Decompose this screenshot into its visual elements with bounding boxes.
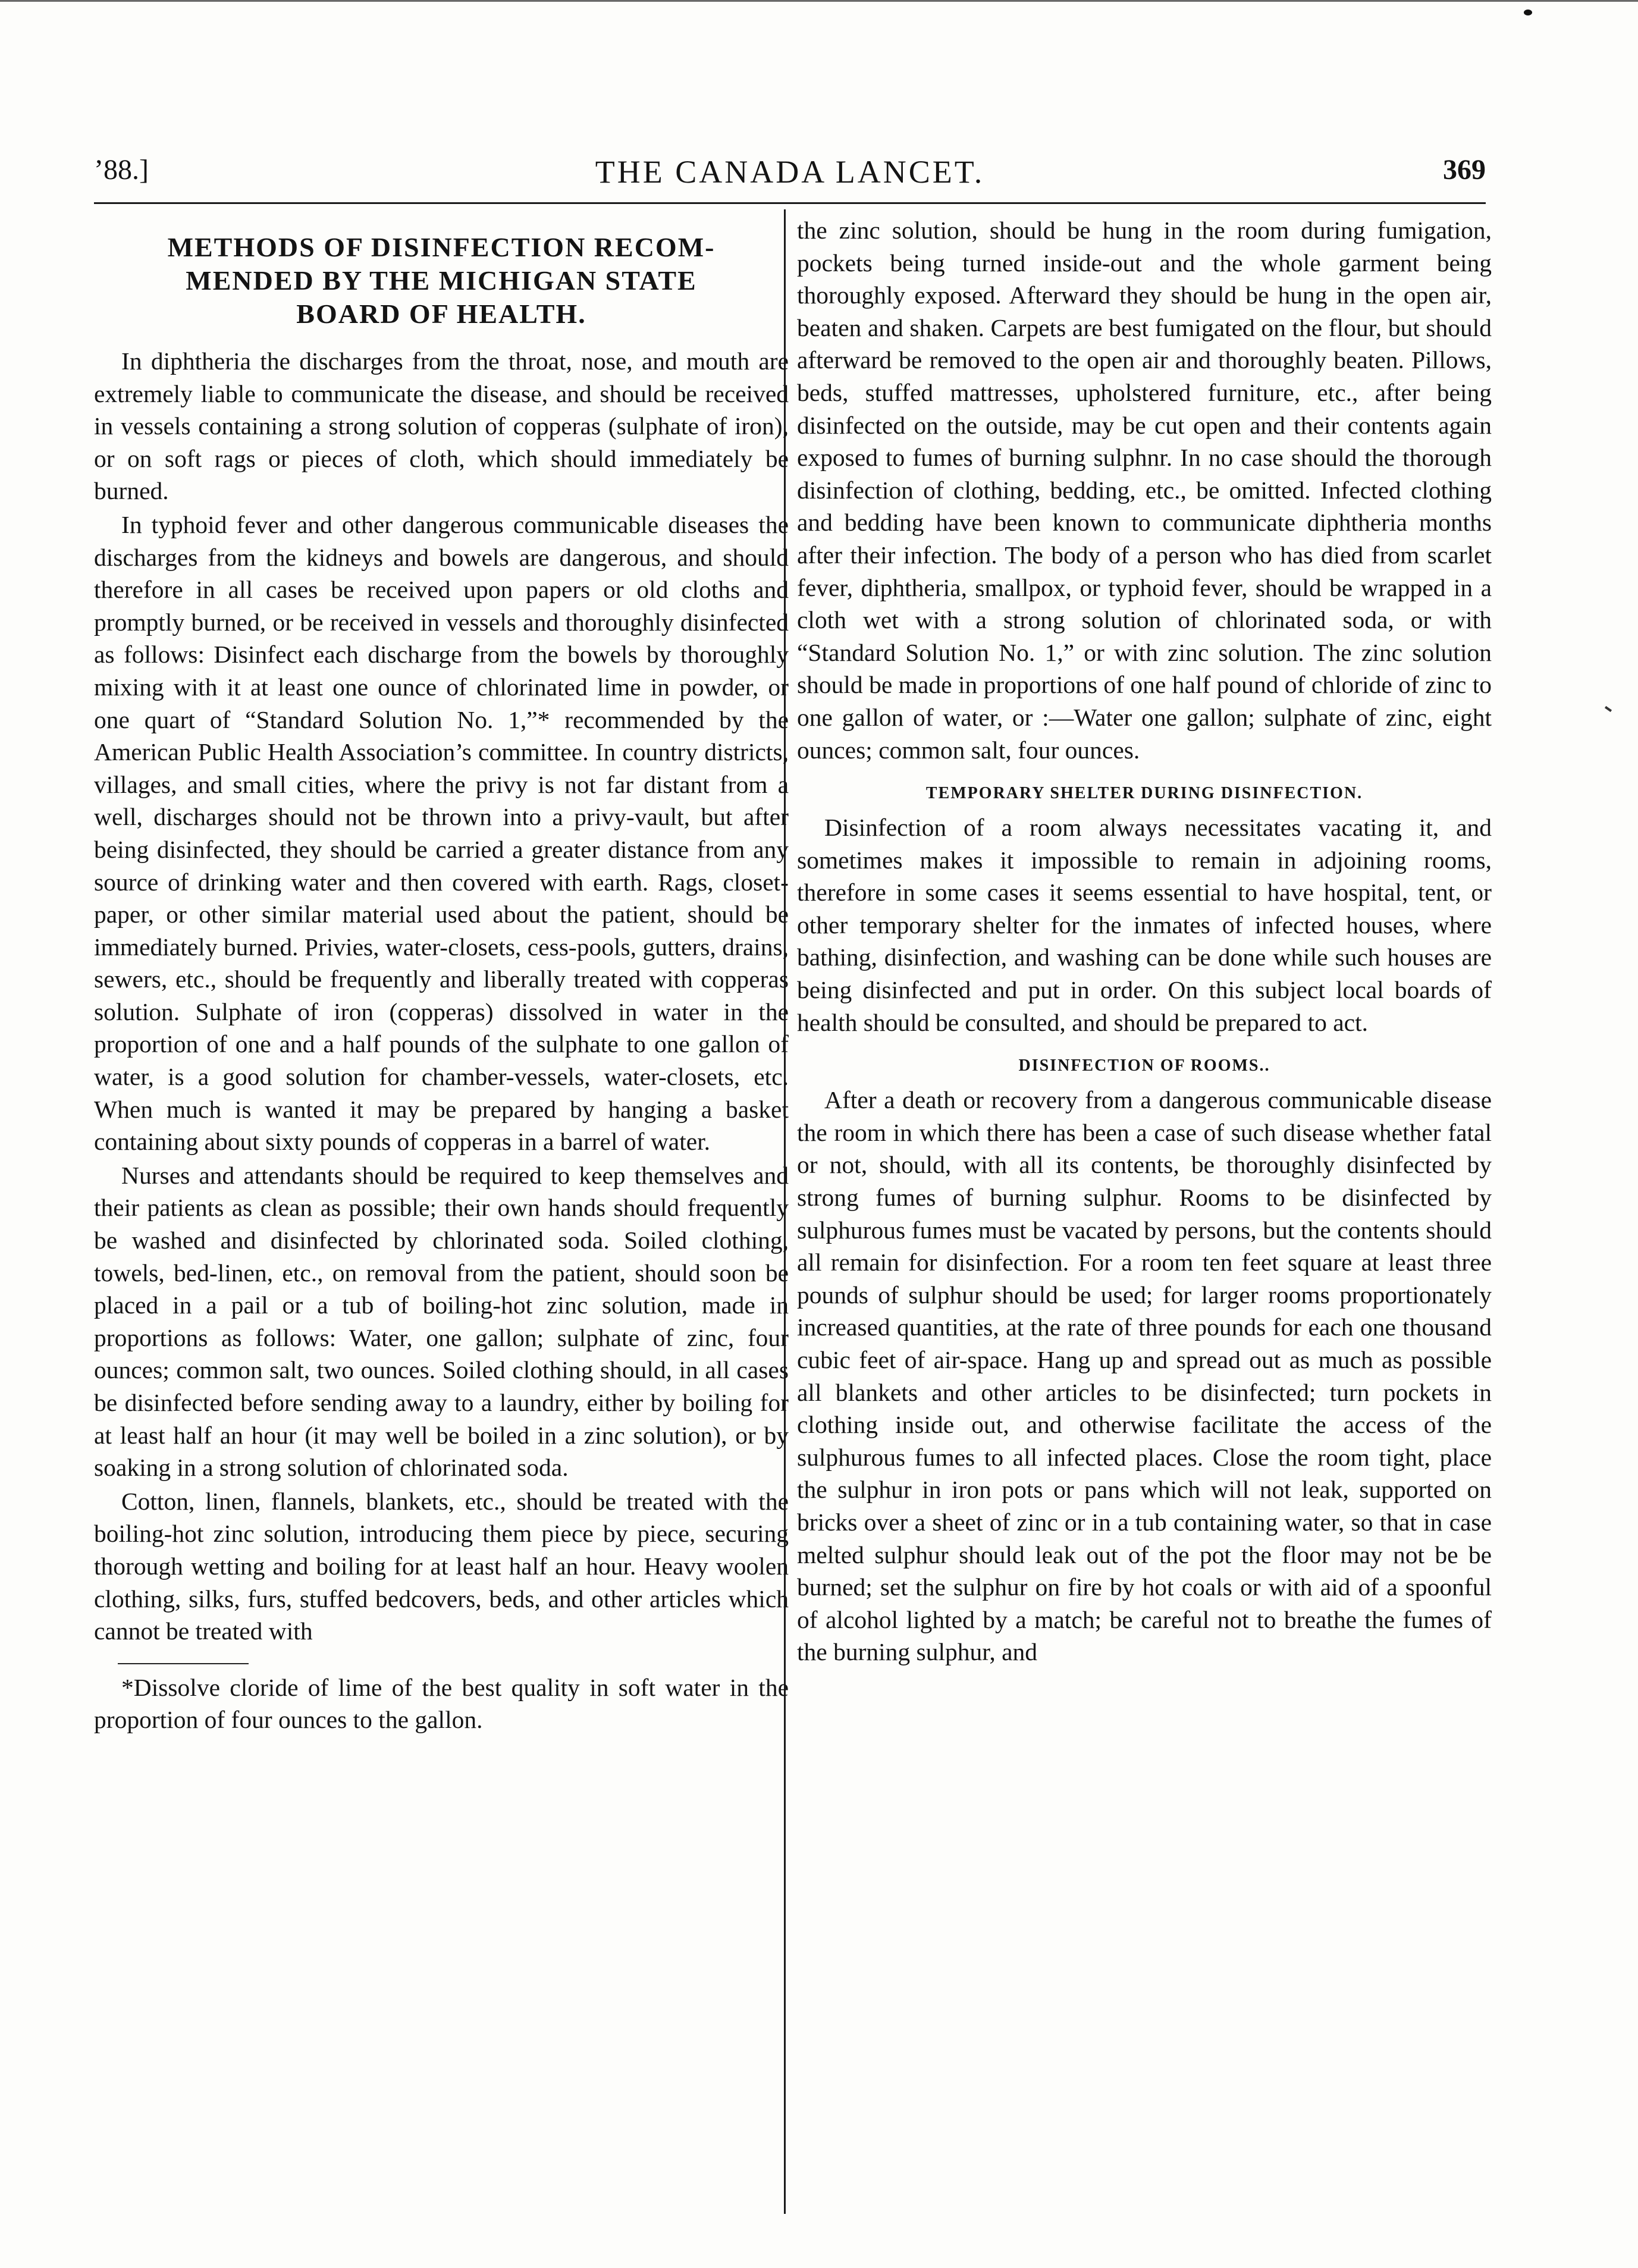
page-number: 369 bbox=[1443, 154, 1486, 186]
footnote: *Dissolve cloride of lime of the best quality in soft water in the proportion of four ounces to the gallon. bbox=[94, 1673, 789, 1734]
paragraph-shelter: Disinfection of a room always necessitates vacating it, and sometimes makes it impossible to remain in adjoining rooms, therefore in some cases it seems essential to have hospital, tent, or other temporary shelter for the inmates of infected houses, where bathing, disinfection, and washing can be done while such houses are being disinfected and put in order. On this subject local boards of health should be consulted, and should be prepared to act. bbox=[797, 814, 1492, 1036]
article-title-line: BOARD OF HEALTH. bbox=[296, 299, 586, 329]
paragraph-cotton: Cotton, linen, flannels, blankets, etc., should be treated with the boiling-hot zinc solution, introducing them piece by piece, securing thorough wetting and boiling for at least half an hour. Heavy woolen clothing, silks, furs, stuffed bedcovers, beds, and other articles which cannot be treated with bbox=[94, 1487, 789, 1645]
article-title-line: METHODS OF DISINFECTION RECOM- bbox=[167, 232, 716, 262]
ink-spot bbox=[1524, 10, 1532, 15]
footnote-rule bbox=[118, 1663, 249, 1664]
paragraph-diphtheria: In diphtheria the discharges from the throat, nose, and mouth are extremely liable to communicate the disease, and should be received in vessels containing a strong solution of copperas (sulphate of iron), or on soft rags or pieces of cloth, which should immediately be burned. bbox=[94, 347, 789, 505]
article-title-line: MENDED BY THE MICHIGAN STATE bbox=[186, 265, 697, 296]
section-heading-shelter: TEMPORARY SHELTER DURING DISINFECTION. bbox=[925, 784, 1363, 803]
header-rule bbox=[94, 202, 1486, 204]
running-header bbox=[94, 153, 1486, 201]
ink-spot bbox=[1605, 706, 1612, 712]
journal-title: THE CANADA LANCET. bbox=[595, 154, 985, 190]
paragraph-continuation: the zinc solution, should be hung in the room during fumigation, pockets being turned inside-out and the whole garment being thoroughly exposed. Afterward they should be hung in the open air, beaten and shaken. Carpets are best fumigated on the flour, but should afterward be removed to the open air and thoroughly beaten. Pillows, beds, stuffed mattresses, upholstered furniture, etc., after being disinfected on the outside, may be cut open and their contents again exposed to fumes of burning sulphnr. In no case should the thorough disinfection of clothing, bedding, etc., be omitted. Infected clothing and bedding have been known to communicate diphtheria months after their infection. The body of a person who has died from scarlet fever, diphtheria, smallpox, or typhoid fever, should be wrapped in a cloth wet with a strong solution of chlorinated soda, or with “Standard Solution No. 1,” or with zinc solution. The zinc solution should be made in proportions of one half pound of chloride of zinc to one gallon of water, or :—Water one gallon; sulphate of zinc, eight ounces; common salt, four ounces. bbox=[797, 217, 1492, 764]
article-title bbox=[94, 231, 789, 331]
scan-top-edge bbox=[0, 0, 1638, 2]
paragraph-nurses: Nurses and attendants should be required to keep themselves and their patients as clean as possible; their own hands should frequently be washed and disinfected by chlorinated soda. Soiled clothing, towels, bed-linen, etc., on removal from the patient, should soon be placed in a pail or a tub of boiling-hot zinc solution, made in proportions as follows: Water, one gallon; sulphate of zinc, four ounces; common salt, two ounces. Soiled clothing should, in all cases be disinfected before sending away to a laundry, either by boiling for at least half an hour (it may well be boiled in a zinc solution), or by soaking in a strong solution of chlorinated soda. bbox=[94, 1161, 789, 1482]
paragraph-rooms: After a death or recovery from a dangerous communicable disease the room in which there has been a case of such disease whether fatal or not, should, with all its contents, be thoroughly disinfected by strong fumes of burning sulphur. Rooms to be disinfected by sulphurous fumes must be vacated by persons, but the contents should all remain for disinfection. For a room ten feet square at least three pounds of sulphur should be used; for larger rooms proportionately increased quantities, at the rate of three pounds for each one thousand cubic feet of air-space. Hang up and spread out as much as possible all blankets and other articles to be disinfected; turn pockets in clothing inside out, and otherwise facilitate the access of the sulphurous fumes to all infected places. Close the room tight, place the sulphur in iron pots or pans which will not leak, supported on bricks over a sheet of zinc or in a tub containing water, so that in case melted sulphur should leak out of the pot the floor may not be be burned; set the sulphur on fire by hot coals or with aid of a spoonful of alcohol lighted by a match; be careful not to breathe the fumes of the burning sulphur, and bbox=[797, 1086, 1492, 1666]
left-column bbox=[94, 214, 789, 1737]
paragraph-typhoid: In typhoid fever and other dangerous communicable diseases the discharges from the kidneys and bowels are dangerous, and should therefore in all cases be received upon papers or old cloths and promptly burned, or be received in vessels and thoroughly disinfected as follows: Disinfect each discharge from the bowels by thoroughly mixing with it at least one ounce of chlorinated lime in powder, or one quart of “Standard Solution No. 1,”* recommended by the American Public Health Association’s committee. In country districts, villages, and small cities, where the privy is not far distant from a well, discharges should not be thrown into a privy-vault, but after being disinfected, they should be carried a greater distance from any source of drinking water and then covered with earth. Rags, closet-paper, or other similar material used about the patient, should be immediately burned. Privies, water-closets, cess-pools, gutters, drains, sewers, etc., should be frequently and liberally treated with copperas solution. Sulphate of iron (copperas) dissolved in water in the proportion of one and a half pounds of the sulphate to one gallon of water, is a good solution for chamber-vessels, water-closets, etc. When much is wanted it may be prepared by hanging a basket containing about sixty pounds of copperas in a barrel of water. bbox=[94, 510, 789, 1156]
section-heading-rooms: DISINFECTION OF ROOMS.. bbox=[1018, 1056, 1270, 1075]
right-column bbox=[797, 214, 1492, 1670]
header-year: ’88.] bbox=[94, 154, 149, 186]
